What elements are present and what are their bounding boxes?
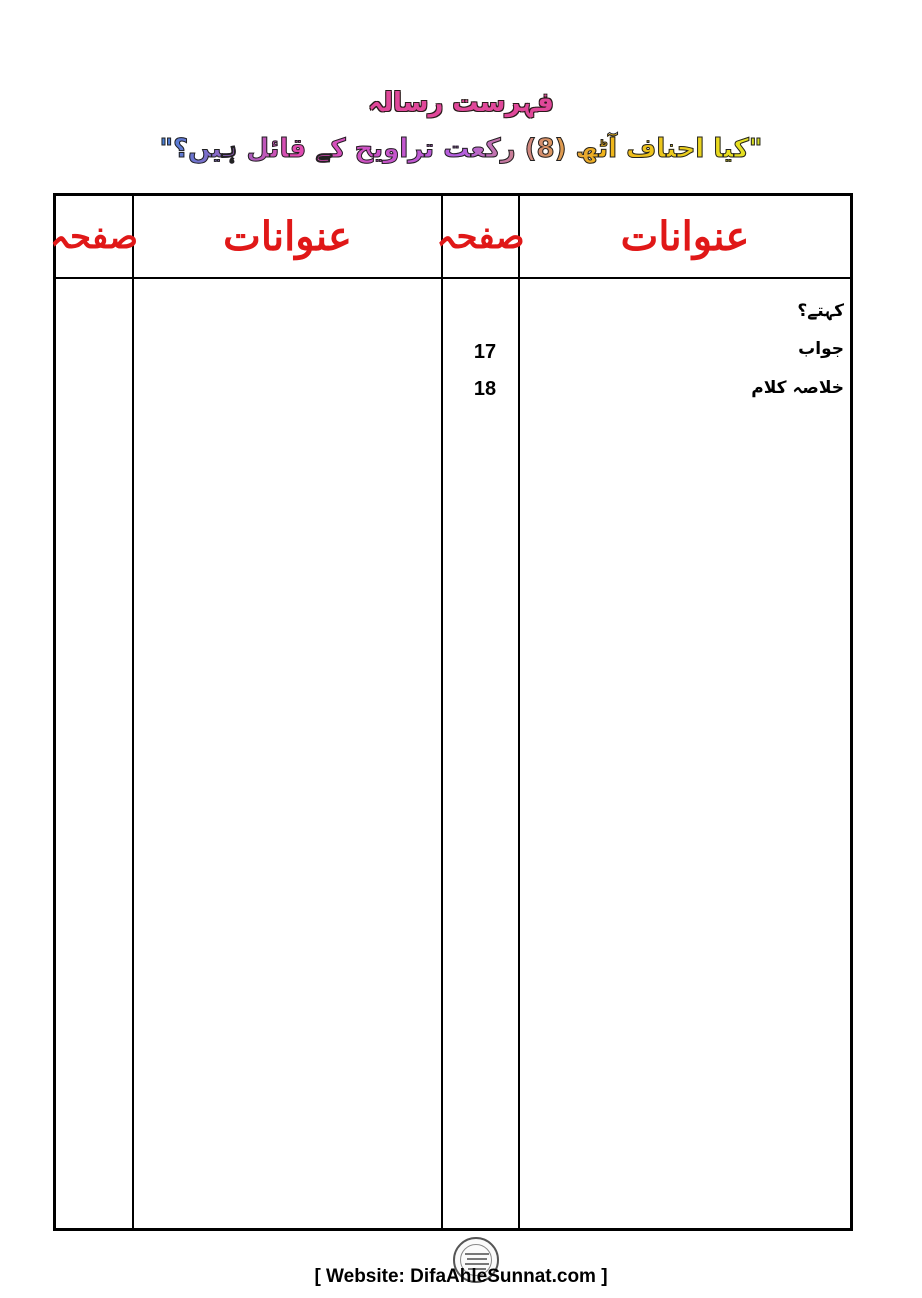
document-title: فہرست رسالہ bbox=[368, 88, 554, 118]
column-header-titles-right: عنوانات bbox=[620, 213, 750, 260]
table-of-contents bbox=[50, 193, 853, 1231]
document-subtitle: "کیا احناف آٹھ (8) رکعت تراویح کے قائل ہیں؟" bbox=[0, 134, 922, 164]
column-header-page-right: صفحہ bbox=[436, 217, 525, 257]
column-divider bbox=[441, 196, 443, 1228]
column-header-page-left: صفحہ bbox=[50, 217, 138, 257]
website-footer: [ Website: DifaAhleSunnat.com ] bbox=[314, 1266, 608, 1287]
column-header-titles-left: عنوانات bbox=[223, 213, 352, 260]
column-divider bbox=[132, 196, 134, 1228]
toc-entry-title: خلاصہ کلام bbox=[751, 378, 844, 398]
toc-entry-page: 18 bbox=[473, 378, 497, 400]
header-divider bbox=[56, 277, 850, 279]
toc-entry-title: جواب bbox=[798, 339, 844, 359]
toc-entry-title: کہتے؟ bbox=[797, 301, 844, 321]
toc-entry-page: 17 bbox=[473, 341, 497, 363]
